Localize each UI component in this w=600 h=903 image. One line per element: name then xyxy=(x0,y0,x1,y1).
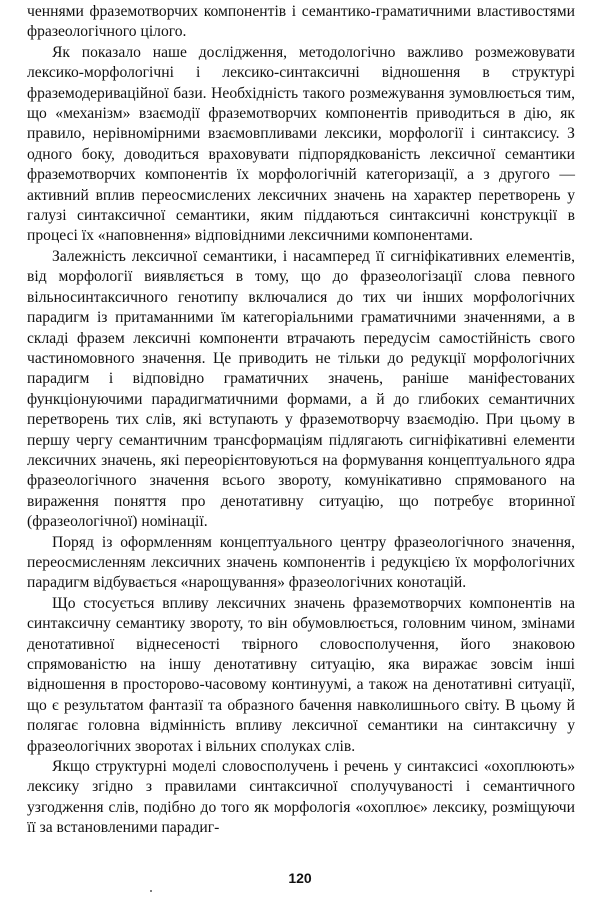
paragraph-structural-models: Якщо структурні моделі словосполучень і речень у синтаксисі «охоплюють» лексику згідно з правилами синтаксичної сполучуваності і семантичного узгодження слів, подібно до того як морфологія «охоплює» лексику, розміщуючи її за встановленими парадиг- xyxy=(27,758,575,837)
page-number: 120 xyxy=(288,870,312,886)
paragraph-methodology: Як показало наше дослідження, методологічно важливо розмежовувати лексико-морфологічні і лексико-синтаксичні відношення в структурі фраземодериваційної бази. Необхідність такого розмежування зумовлюється тим, що «механізм» взаємодії фраземотворчих компонентів приводиться в дію, як правило, нерівномірними взаємовпливами лексики, морфології і синтаксису. З одного боку, доводиться враховувати підпорядкованість лексичної семантики фраземотворчих компонентів їх морфологічній категоризації, а з другого — активний вплив переосмислених лексичних значень на характер перетворень у галузі синтаксичної семантики, яким піддаються синтаксичні конструкції в процесі їх «наповнення» відповідними лексичними компонентами. xyxy=(27,43,575,245)
paragraph-lexical-semantics: Залежність лексичної семантики, і насамперед її сигніфікативних елементів, від морфології виявляється в тому, що до фразеологізації слова певного вільносинтаксичного генотипу включалися до тих чи інших морфологічних парадигм із притаманними їм категоріальними граматичними значеннями, а в складі фразем лексичні компоненти втрачають передусім самостійність свого частиномовного значення. Це приводить не тільки до редукції морфологічних парадигм і відповідно граматичних значень, раніше маніфестованих функціонуючими парадигматичними формами, а й до глибоких семантичних перетворень тих слів, які вступають у фраземотворчу взаємодію. При цьому в першу чергу семантичним трансформаціям підлягають сигніфікативні елементи лексичних значень, які переорієнтовуються на формування концептуального ядра фразеологічного значення всього звороту, комунікативно спрямованого на вираження поняття про денотативну ситуацію, що потребує вторинної (фразеологічної) номінації. xyxy=(27,247,575,531)
paragraph-continuation: ченнями фраземотворчих компонентів і семантико-граматичними властивостями фразеологічного цілого. xyxy=(27,3,575,41)
page-body xyxy=(27,2,575,839)
paragraph-conceptual-center: Поряд із оформленням концептуального центру фразеологічного значення, переосмисленням лексичних значень компонентів і редукцією їх морфологічних парадигм відбувається «нарощування» фразеологічних конотацій. xyxy=(27,533,575,592)
scan-speck xyxy=(150,890,152,892)
paragraph-syntactic-semantics: Що стосується впливу лексичних значень фраземотворчих компонентів на синтаксичну семантику звороту, то він обумовлюється, головним чином, змінами денотативної віднесеності твірного словосполучення, його знаковою спрямованістю на іншу денотативну ситуацію, яка виражає зовсім інші відношення в просторово-часовому континуумі, а також на денотативні ситуації, що є результатом фантазії та образного бачення навколишнього світу. В цьому й полягає головна відмінність впливу лексичної семантики на синтаксичну у фразеологічних зворотах і вільних сполуках слів. xyxy=(27,594,575,755)
